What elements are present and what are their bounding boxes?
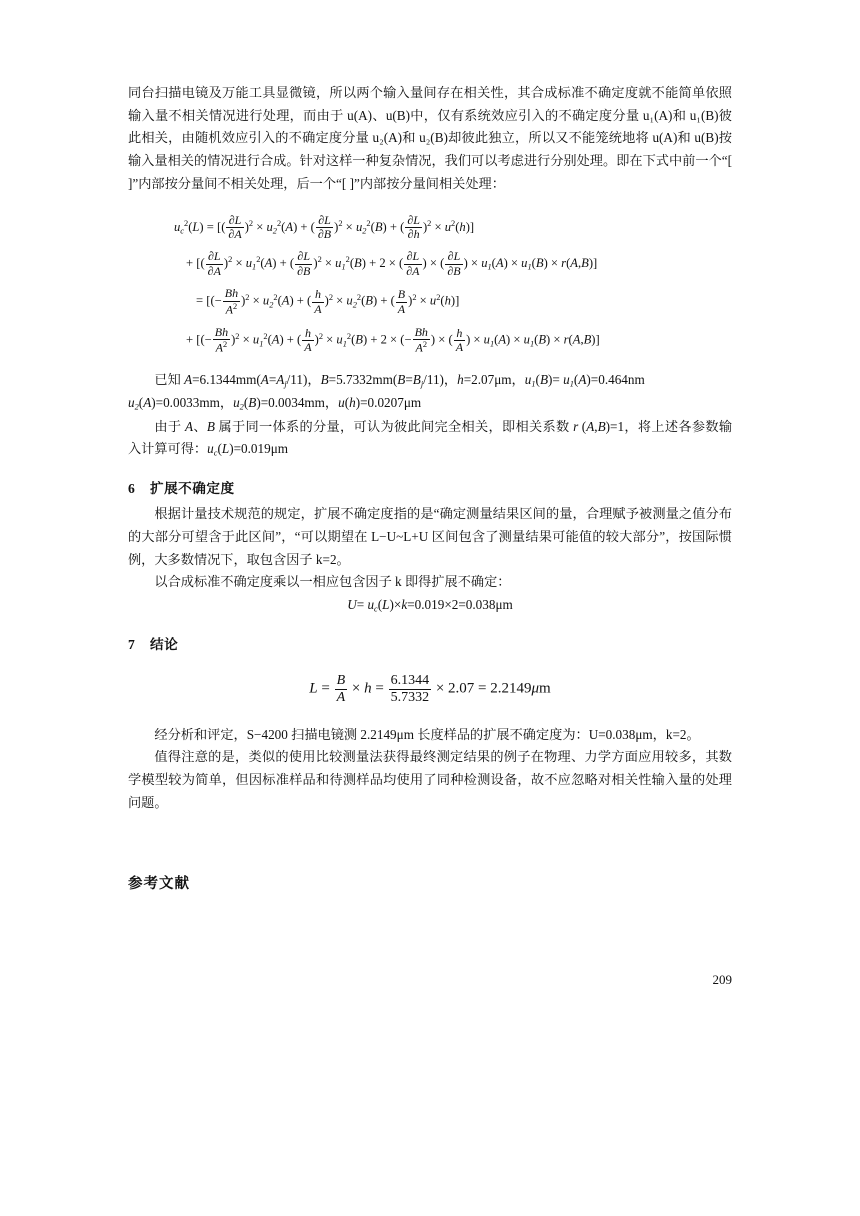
formula-line-1: $u_c^2(L)$ = [( $\frac{\partial L}{\partial A}$ )$^2 \times u_2^2(A)$ + ( $\frac{\partial L}{\partial B}$ )$^2 \times u_2^2(B)$ + ( $\frac{\partial L}{\partial h}$ )$^2 \times u^2(h)$] xyxy=(174,212,475,241)
section-7-number: 7 xyxy=(128,637,136,653)
section-7-paragraph-2: 值得注意的是，类似的使用比较测量法获得最终测定结果的例子在物理、力学方面应用较多，其数学模型较为简单，但因标准样品和待测样品均使用了同种检测设备，故不应忽略对相关性输入量的处理问题。 xyxy=(128,749,732,810)
formula-line-3: = [(− $\frac{Bh}{A^2}$ )$^2 \times u_2^2(A)$ + ( $\frac{h}{A}$ )$^2 \times u_2^2(B)$ + ( $\frac{B}{A}$ )$^2 \times u^2(h)$] xyxy=(196,286,460,317)
section-heading-6 xyxy=(128,477,732,497)
section-7-title: 结论 xyxy=(150,637,179,653)
known-line-2: $u_2(A)=0.0033mm$，$u_2(B)=0.0034mm$，u(h)=0.0207μm xyxy=(128,395,422,413)
known-line-1: 已知 $A=6.1344mm(A=A_j/11)$，$B=5.7332mm(B=B_j/11)$，h=2.07μm，$u_1(B)= u_1(A)=0.464nm$ xyxy=(154,372,645,389)
known-line-3: 由于 A、B 属于同一体系的分量，可认为彼此间完全相关，即相关系数 r (A,B)=1，将上述各参数输入计算可得：$u_c(L)=0.019\mu m$ xyxy=(128,418,733,458)
known-values-block xyxy=(128,369,732,461)
section-6-equation: $U= u_c(L)\times k=0.019\times 2=0.038\mu m$ xyxy=(347,597,513,614)
formula-uc-L xyxy=(128,214,732,356)
paragraph-1: 同台扫描电镜及万能工具显微镜，所以两个输入量间存在相关性，其合成标准不确定度就不能简单依照输入量不相关情况进行处理，而由于 u(A)、u(B)中，仅有系统效应引入的不确定度分量 u₁(A)和 u₁(B)彼此相关，由随机效应引入的不确定度分量 u₂(A)和 u₂(B)却彼此独立，所以又不能笼统地将 u(A)和 u(B)按输入量相关的情况进行合成。针对这样一种复杂情况，我们可以考虑进行分别处理。即在下式中前一个“[ ]”内部按分量间不相关处理，后一个“[ ]”内部按分量间相关处理： xyxy=(128,85,732,191)
references-heading: 参考文献 xyxy=(128,876,190,893)
section-6-title: 扩展不确定度 xyxy=(150,481,235,497)
final-equation-L: L = $\frac{B}{A}$ × h = $\frac{6.1344}{5.7332}$ × 2.07 = 2.2149μm xyxy=(309,673,551,705)
section-6-paragraph-1: 根据计量技术规范的规定，扩展不确定度指的是“确定测量结果区间的量，合理赋予被测量之值分布的大部分可望含于此区间”，“可以期望在 L−U~L+U 区间包含了测量结果可能值的较大部分”，按国际惯例，大多数情况下，取包含因子 k=2。 xyxy=(128,506,732,567)
section-heading-7 xyxy=(128,633,732,653)
section-6-number: 6 xyxy=(128,481,136,497)
section-7-paragraph-1: 经分析和评定，S−4200 扫描电镜测 2.2149μm 长度样品的扩展不确定度为：U=0.038μm，k=2。 xyxy=(154,726,700,742)
page-content xyxy=(128,82,732,893)
section-6-paragraph-2: 以合成标准不确定度乘以一相应包含因子 k 即得扩展不确定： xyxy=(154,574,511,590)
page-number: 209 xyxy=(712,972,732,987)
formula-line-4: + [(− $\frac{Bh}{A^2}$ )$^2 \times u_1^2(A)$ + ( $\frac{h}{A}$ )$^2 \times u_1^2(B) + 2$ × (− $\frac{Bh}{A^2}$ ) × ( $\frac{h}{A}$ ) × $u_1(A) \times u_1(B) \times r(A,B)$] xyxy=(186,324,600,355)
formula-line-2: + [( $\frac{\partial L}{\partial A}$ )$^2 \times u_1^2(A)$ + ( $\frac{\partial L}{\partial B}$ )$^2 \times u_1^2(B) + 2$ × ( $\frac{\partial L}{\partial A}$ ) × ( $\frac{\partial L}{\partial B}$ ) × $u_1(A) \times u_1(B) \times r(A,B)$] xyxy=(186,249,598,278)
